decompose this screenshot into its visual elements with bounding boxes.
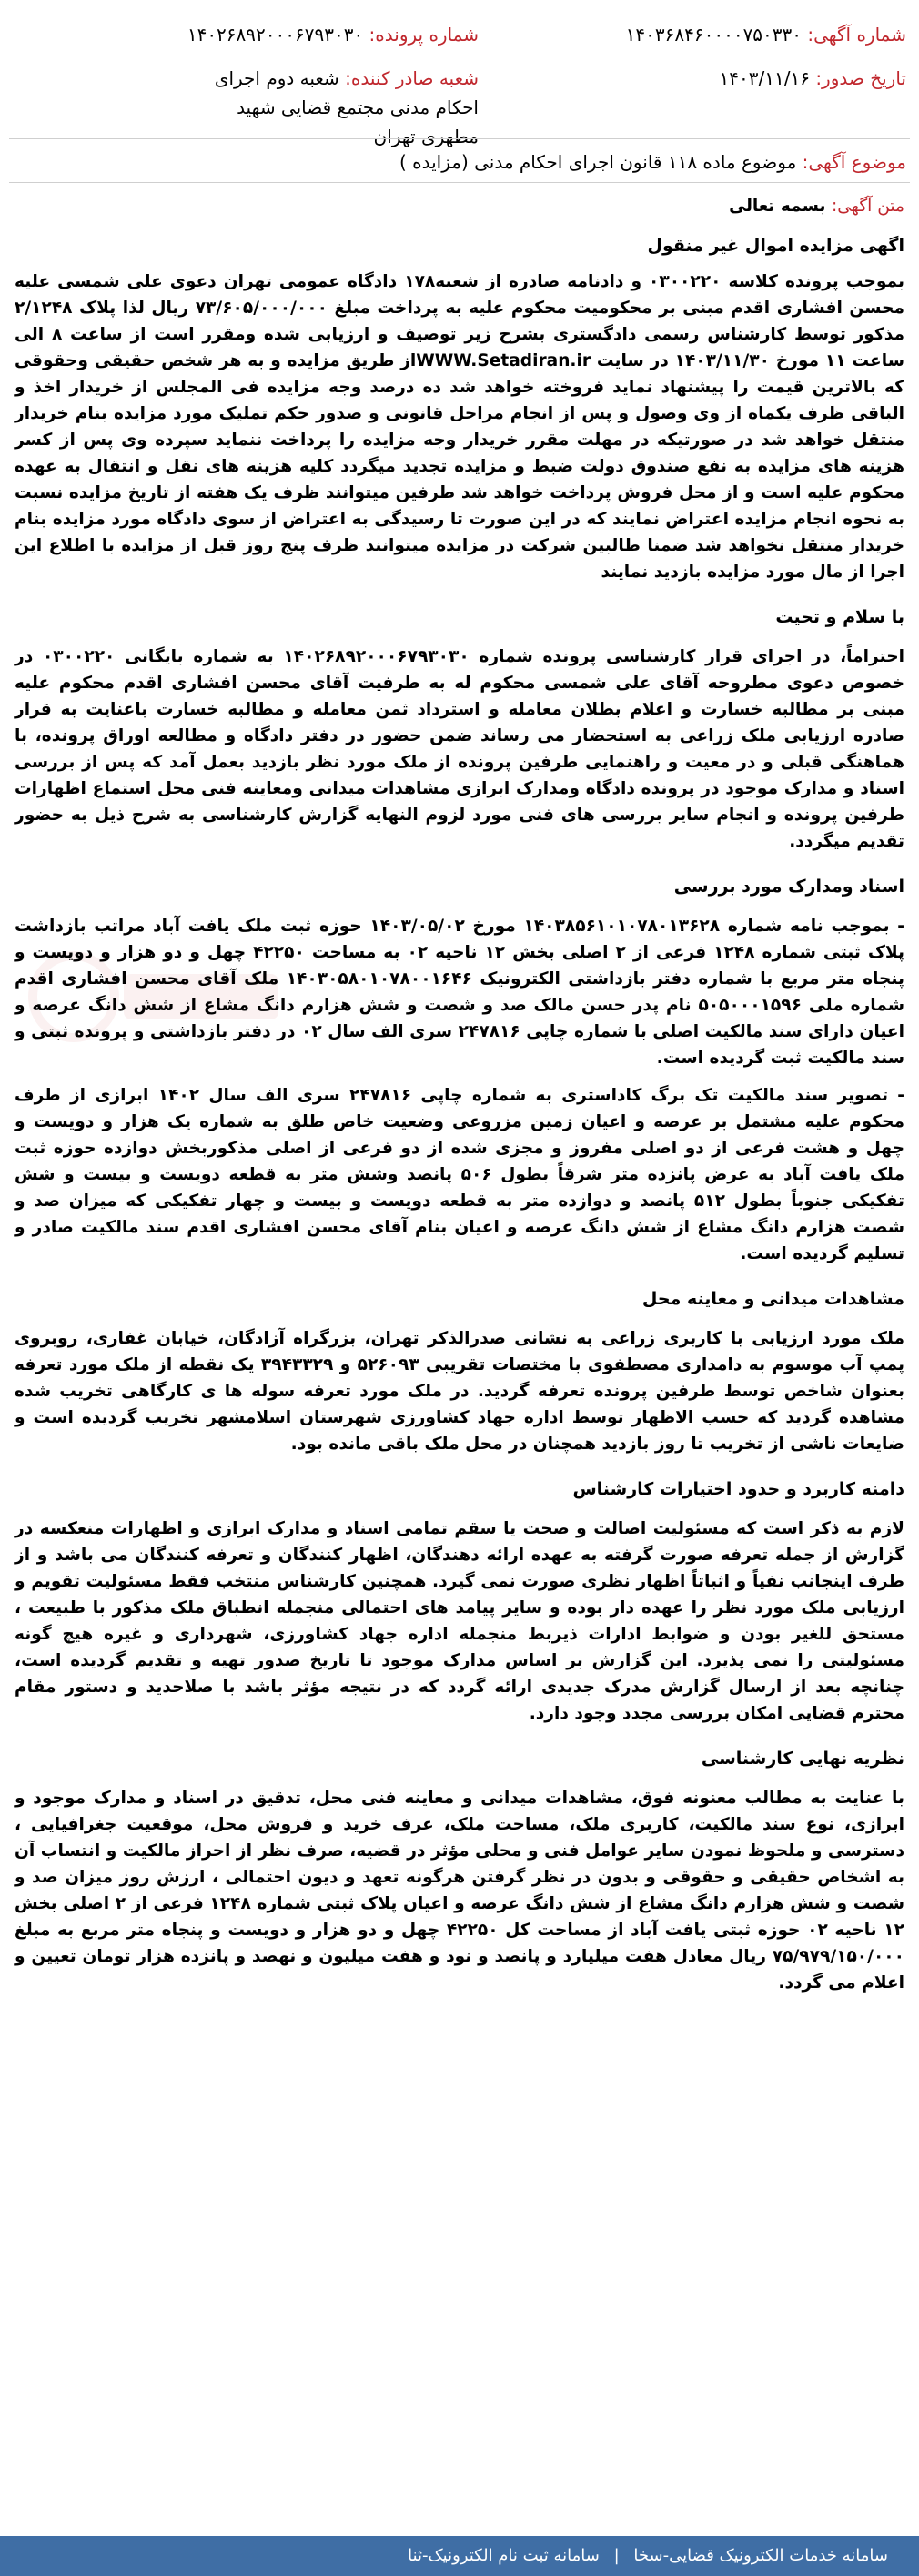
footer-link-sakha[interactable]: سامانه خدمات الکترونیک قضایی-سخا [633, 2546, 888, 2565]
notice-number-label: شماره آگهی: [807, 24, 906, 46]
notice-number-value: ۱۴۰۳۶۸۴۶۰۰۰۰۷۵۰۳۳۰ [625, 24, 803, 46]
footer-link-sana[interactable]: سامانه ثبت نام الکترونیک-ثنا [408, 2546, 600, 2565]
survey-section-title: مشاهدات میدانی و معاینه محل [641, 1289, 904, 1309]
greeting: با سلام و تحیت [775, 607, 904, 627]
header-separator [9, 138, 910, 139]
subject-row [13, 151, 906, 173]
issue-date-label: تاریخ صدور: [815, 67, 906, 89]
case-number [187, 20, 479, 49]
issuing-branch-label: شعبه صادر کننده: [345, 67, 479, 89]
notice-body [15, 193, 904, 1996]
final-paragraph: با عنایت به مطالب معنونه فوق، مشاهدات میدانی و معاینه فنی محل، تدقیق در اسناد و مدارک موجود و ابرازی، نوع سند مالکیت، کاربری ملک، مساحت ملک، عرف خرید و فروش محل، موقعیت جغرافیایی ، دسترسی و ملحوظ نمودن سایر عوامل فنی و محلی مؤثر در قضیه، صرف نظر از احراز مالکیت و انتساب آن به اشخاص حقیقی و حقوقی و بدون در نظر گرفتن هرگونه تعهد و دیون احتمالی ، ارزش روز میزان صد و شصت و شش هزارم دانگ مشاع از شش دانگ عرصه و اعیان پلاک ثبتی شماره ۱۲۴۸ فرعی از ۲ اصلی بخش ۱۲ ناحیه ۰۲ حوزه ثبتی یافت آباد از مساحت کل ۴۲۲۵۰ چهل و دو هزار و دویست و پنجاه متر مربع به مبلغ ۷۵/۹۷۹/۱۵۰/۰۰۰ ریال معادل هفت میلیارد و پانصد و نود و هفت میلیون و نهصد و پانزده هزار تومان تعیین و اعلام می گردد. [15, 1789, 904, 1993]
notice-number [626, 20, 906, 49]
subject-separator [9, 182, 910, 183]
issue-date-value: ۱۴۰۳/۱۱/۱۶ [719, 67, 810, 89]
final-section-title: نظریه نهایی کارشناسی [701, 1749, 904, 1769]
case-number-value: ۱۴۰۲۶۸۹۲۰۰۰۶۷۹۳۰۳۰ [187, 24, 364, 46]
scope-section-title: دامنه کاربرد و حدود اختیارات کارشناس [572, 1479, 904, 1499]
issuing-branch-value: شعبه دوم اجرای احکام مدنی مجتمع قضایی شهید مطهری تهران [214, 67, 479, 147]
scope-paragraph: لازم به ذکر است که مسئولیت اصالت و صحت یا سقم تمامی اسناد و مدارک ابرازی و اظهارات منعکسه در گزارش از جمله تعرفه صورت گرفته به عهده ارائه دهندگان، اظهار کنندگان و تعرفه کنندگان می باشد و از طرف اینجانب نفیاً و اثباتاً اظهار نظری صورت نمی گیرد. همچنین کارشناس منتخب فقط مسئولیت تقویم و ارزیابی ملک مورد نظر را عهده دار بوده و سایر پیامد های احتمالی منجمله انطباق ملک مذکور با طبیعت ، مستحق للغیر بودن و ضوابط ادارات ذیربط منجمله اداره جهاد کشاورزی، شهرداری و غیره هیچ گونه مسئولیتی را نمی پذیرد. این گزارش بر اساس مدارک موجود تا تاریخ صدور تهیه و تقدیم گردیده است، چنانچه بعد از ارسال گزارش مدرک جدیدی ارائه گردد که در نتیجه مؤثر باشد با صلاحدید و دستور مقام محترم قضایی امکان بررسی مجدد وجود دارد. [15, 1519, 904, 1723]
docs-paragraph-2: - تصویر سند مالکیت تک برگ کاداستری به شماره چاپی ۲۴۷۸۱۶ سری الف سال ۱۴۰۲ ابرازی از طرف محکوم علیه مشتمل بر عرصه و اعیان زمین مزروعی وضعیت خاص طلق به شماره یک هزار و دویست و چهل و هشت فرعی از دو اصلی مفروز و مجزی شده از دو فرعی از اصلی مذکوربخش دوازده حوزه ثبت ملک یافت آباد به عرض پانزده متر شرقاً بطول ۵۰۶ پانصد وشش متر به قطعه دویست و بیست و شش تفکیکی جنوباً بطول ۵۱۲ پانصد و دوازده متر به قطعه دویست و بیست و چهار تفکیکی که میزان صد و شصت هزارم دانگ مشاع از شش دانگ عرصه و اعیان بنام آقای محسن افشاری اقدم سند مالکیت صادر و تسلیم گردیده است. [15, 1086, 904, 1263]
expert-intro-paragraph: احتراماً، در اجرای قرار کارشناسی پرونده شماره ۱۴۰۲۶۸۹۲۰۰۰۶۷۹۳۰۳۰ به شماره بایگانی ۰۳۰۰۲۲۰ در خصوص دعوی مطروحه آقای علی شمسی محکوم له به طرفیت آقای محسن افشاری اقدم محکوم علیه مبنی بر مطالبه خسارت و اعلام بطلان معامله و استرداد ثمن معامله و مطالبه خسارت باعنایت به قرار صادره ارزیابی ملک زراعی به استحضار می رساند ضمن حضور در دفتر دادگاه و مطالعه اوراق پرونده، با هماهنگی قبلی و در معیت و راهنمایی طرفین پرونده از ملک مورد نظر بازدید بعمل آمد که پس از بررسی اسناد و مدارک موجود در پرونده دادگاه ومدارک ابرازی مشاهدات میدانی ومعاینه فنی محل استماع اظهارات طرفین پرونده و انجام سایر بررسی های فنی مورد لزوم النهایه گزارش کارشناسی به شرح ذیل به حضور تقدیم میگردد. [15, 647, 904, 851]
survey-paragraph: ملک مورد ارزیابی با کاربری زراعی به نشانی صدرالذکر تهران، بزرگراه آزادگان، خیابان غفاری، روبروی پمپ آب موسوم به دامداری مصطفوی با مختصات تقریبی ۵۲۶۰۹۳ و ۳۹۴۳۳۲۹ یک نقطه از ملک مورد تعرفه بعنوان شاخص توسط طرفین پرونده تعرفه گردید. در ملک مورد تعرفه سوله ها ی کارگاهی تخریب شده مشاهده گردید که حسب الاظهار توسط اداره جهاد کشاورزی شهرستان اسلامشهر تخریب گردیده است و ضایعات ناشی از تخریب تا روز بازدید همچنان در محل ملک باقی مانده بود. [15, 1329, 904, 1454]
footer-bar [0, 2536, 919, 2576]
subject-label: موضوع آگهی: [802, 151, 906, 173]
case-number-label: شماره پرونده: [369, 24, 479, 46]
issue-date [720, 64, 906, 93]
footer-separator: | [613, 2546, 620, 2565]
notice-title: اگهی مزایده اموال غیر منقول [647, 236, 904, 256]
body-intro-row [15, 193, 904, 219]
auction-paragraph: بموجب پرونده کلاسه ۰۳۰۰۲۲۰ و دادنامه صادره از شعبه۱۷۸ دادگاه عمومی تهران دعوی علی شمسی علیه محسن افشاری اقدم مبنی بر محکومیت محکوم علیه به پرداخت مبلغ ۷۳/۶۰۵/۰۰۰/۰۰۰ ریال لذا پلاک ۲/۱۲۴۸ مذکور توسط کارشناس رسمی دادگستری بشرح زیر توصیف و ارزیابی شده ومقرر است از ساعت ۸ الی ساعت ۱۱ مورخ ۱۴۰۳/۱۱/۳۰ در سایت WWW.Setadiran.irاز طریق مزایده و به هر شخص حقیقی وحقوقی که بالاترین قیمت را پیشنهاد نماید فروخته خواهد شد ده درصد وجه مزایده فی المجلس از خریدار اخذ و الباقی ظرف یکماه از وی وصول و پس از انجام مراحل قانونی و صدور حکم تملیک مورد مزایده بنام خریدار منتقل خواهد شد در صورتیکه در مهلت مقرر خریدار وجه مزایده را پرداخت ننماید سپرده وی پس از کسر هزینه های مزایده به نفع صندوق دولت ضبط و مزایده تجدید میگردد کلیه هزینه های نقل و انتقال به عهده محکوم علیه است و از محل فروش پرداخت خواهد شد طرفین میتوانند ظرف یک هفته از تاریخ مزایده نسبت به نحوه انجام مزایده اعتراض نمایند که در این صورت تا رسیدگی به اعتراض از سوی دادگاه مورد مزایده بنام خریدار منتقل نخواهد شد ضمنا طالبین شرکت در مزایده میتوانند ظرف پنج روز قبل از مزایده با اطلاع این اجرا از مال مورد مزایده بازدید نمایند [15, 272, 905, 582]
docs-section-title: اسناد ومدارک مورد بررسی [673, 877, 904, 897]
body-intro: بسمه تعالی [729, 197, 826, 216]
docs-paragraph-1: - بموجب نامه شماره ۱۴۰۳۸۵۶۱۰۱۰۷۸۰۱۳۶۲۸ مورخ ۱۴۰۳/۰۵/۰۲ حوزه ثبت ملک یافت آباد مراتب بازداشت پلاک ثبتی شماره ۱۲۴۸ فرعی از ۲ اصلی بخش ۱۲ ناحیه ۰۲ به مساحت ۴۲۲۵۰ چهل و دو هزار و دویست و پنجاه متر مربع با شماره دفتر بازداشتی الکترونیک ۱۴۰۳۰۵۸۰۱۰۷۸۰۰۱۶۴۶ ملک آقای محسن افشاری اقدم شماره ملی ۵۰۵۰۰۰۱۵۹۶ نام پدر حسن مالک صد و شصت و شش هزارم دانگ مشاع از شش دانگ عرصه و اعیان دارای سند مالکیت اصلی با شماره چاپی ۲۴۷۸۱۶ سری الف سال ۰۲ در دفتر بازداشتی و پرونده ثبتی و سند مالکیت ثبت گردیده است. [15, 917, 904, 1068]
body-label: متن آگهی: [832, 197, 904, 216]
subject-value: موضوع ماده ۱۱۸ قانون اجرای احکام مدنی (مزایده ) [399, 151, 797, 173]
